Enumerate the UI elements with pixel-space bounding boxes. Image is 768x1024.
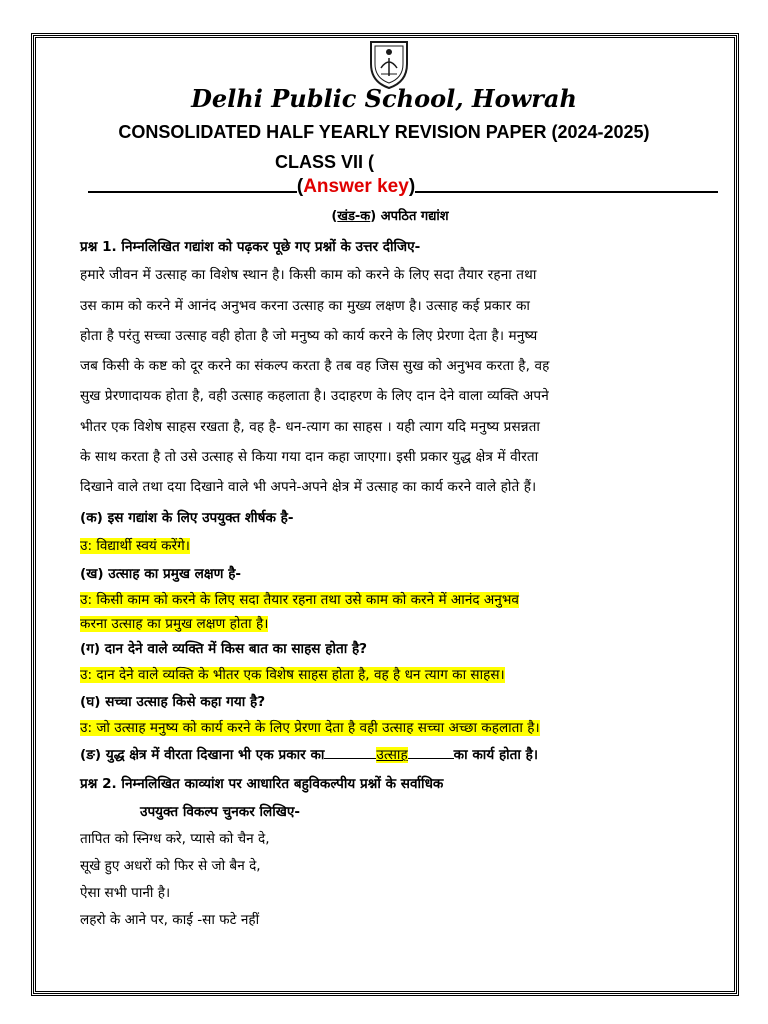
class-label: CLASS VII (: [275, 152, 375, 172]
school-name: Delhi Public School, Howrah: [191, 84, 577, 113]
passage-line: होता है परंतु सच्चा उत्साह वही होता है जो मनुष्य को कार्य करने के लिए प्रेरणा देता है। मनुष्य: [80, 328, 538, 344]
question-kha: (ख) उत्साह का प्रमुख लक्षण है-: [80, 566, 242, 582]
passage-line: दिखाने वाले तथा दया दिखाने वाले भी अपने-अपने क्षेत्र में उत्साह का कार्य करने वाले होते हैं।: [80, 479, 537, 495]
question-2-heading-line-2: उपयुक्त विकल्प चुनकर लिखिए-: [140, 804, 301, 820]
answer-ka: उ: विद्यार्थी स्वयं करेंगे।: [80, 538, 190, 554]
section-heading: (खंड-क) अपठित गद्यांश: [331, 209, 449, 224]
section-title: अपठित गद्यांश: [380, 209, 449, 224]
school-crest-logo: [367, 38, 411, 90]
question-na: [80, 744, 538, 763]
question-ga: (ग) दान देने वाले व्यक्ति में किस बात का साहस होता है?: [80, 641, 368, 657]
answer-key-paren-open: (: [296, 176, 304, 197]
answer-key-line: [88, 176, 718, 198]
paper-title: CONSOLIDATED HALF YEARLY REVISION PAPER (2024-2025): [118, 122, 650, 142]
question-2-heading-line-1: प्रश्न 2. निम्नलिखित काव्यांश पर आधारित बहुविकल्पीय प्रश्नों के सर्वाधिक: [80, 776, 444, 792]
poem-line: लहरो के आने पर, काई -सा फटे नहीं: [80, 912, 260, 928]
section-part: खंड-क: [337, 209, 371, 224]
passage-line: के साथ करता है तो उसे उत्साह से किया गया दान कहा जाएगा। इसी प्रकार युद्ध क्षेत्र में वीरता: [80, 449, 539, 465]
question-ka: (क) इस गद्यांश के लिए उपयुक्त शीर्षक है-: [80, 510, 294, 526]
answer-key-rule-right: [415, 191, 718, 193]
passage-line: जब किसी के कष्ट को दूर करने का संकल्प करता है तब वह जिस सुख को अनुभव करता है, वह: [80, 358, 550, 374]
passage-line: भीतर एक विशेष साहस रखता है, वह है- धन-त्याग का साहस । यही त्याग यदि मनुष्य प्रसन्नता: [80, 419, 540, 435]
poem-line: सूखे हुए अधरों को फिर से जो बैन दे,: [80, 858, 261, 874]
question-na-answer: उत्साह: [376, 747, 408, 763]
passage-line: उस काम को करने में आनंद अनुभव करना उत्साह का मुख्य लक्षण है। उत्साह कई प्रकार का: [80, 298, 531, 314]
fill-blank-right: [408, 746, 454, 759]
answer-ga: उ: दान देने वाले व्यक्ति के भीतर एक विशेष साहस होता है, वह है धन त्याग का साहस।: [80, 667, 505, 683]
answer-key-rule-left: [88, 191, 297, 193]
question-1-heading: प्रश्न 1. निम्नलिखित गद्यांश को पढ़कर पूछे गए प्रश्नों के उत्तर दीजिए-: [80, 239, 421, 255]
question-gha: (घ) सच्चा उत्साह किसे कहा गया है?: [80, 694, 266, 710]
poem-line: तापित को स्निग्ध करे, प्यासे को चैन दे,: [80, 831, 270, 847]
passage-line: सुख प्रेरणादायक होता है, वही उत्साह कहलाता है। उदाहरण के लिए दान देने वाला व्यक्ति अपने: [80, 388, 549, 404]
fill-blank-left: [324, 746, 376, 759]
poem-line: ऐसा सभी पानी है।: [80, 885, 171, 901]
answer-gha: उ: जो उत्साह मनुष्य को कार्य करने के लिए प्रेरणा देता है वही उत्साह सच्चा अच्छा कहलाता है।: [80, 720, 540, 736]
answer-key-label: Answer key: [303, 176, 409, 197]
answer-kha-line-1: उ: किसी काम को करने के लिए सदा तैयार रहना तथा उसे काम को करने में आनंद अनुभव: [80, 592, 519, 608]
answer-key-paren-close: ): [408, 176, 416, 197]
question-na-prefix: (ङ) युद्ध क्षेत्र में वीरता दिखाना भी एक प्रकार का: [80, 747, 325, 763]
answer-kha-line-2: करना उत्साह का प्रमुख लक्षण होता है।: [80, 616, 269, 632]
question-na-suffix: का कार्य होता है।: [453, 747, 539, 763]
passage-line: हमारे जीवन में उत्साह का विशेष स्थान है। किसी काम को करने के लिए सदा तैयार रहना तथा: [80, 267, 537, 283]
